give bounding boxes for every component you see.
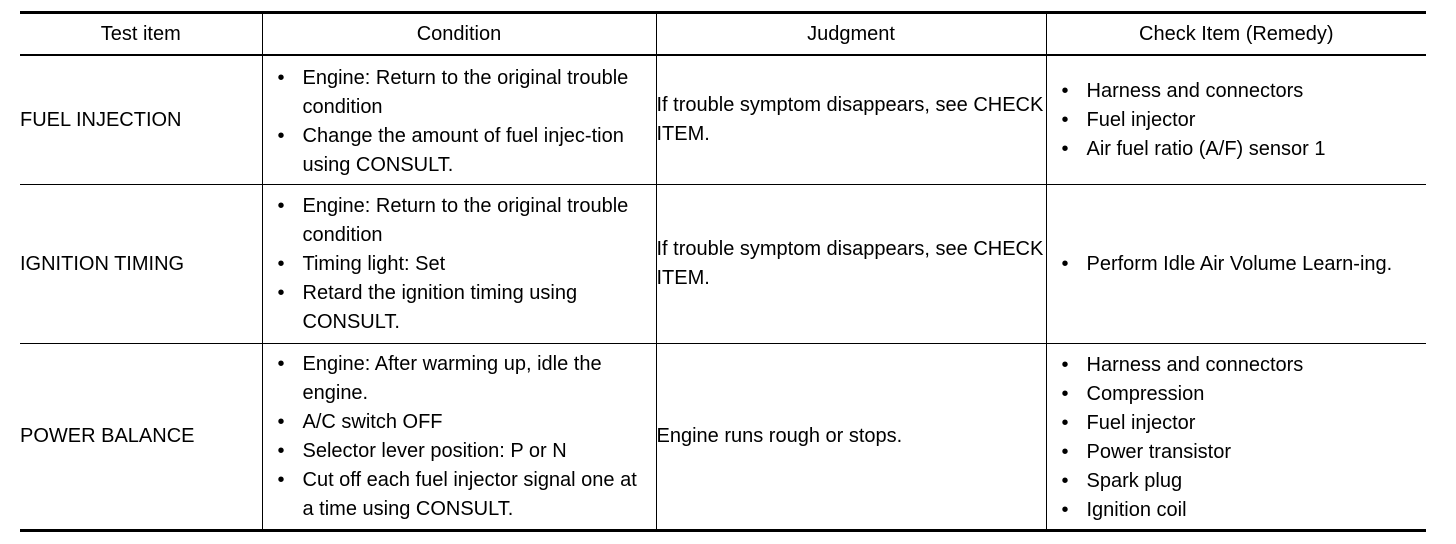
check-item: • Ignition coil xyxy=(1047,496,1427,525)
check-item: • Air fuel ratio (A/F) sensor 1 xyxy=(1047,135,1427,164)
check-item: • Spark plug xyxy=(1047,467,1427,496)
table-row xyxy=(20,55,1426,185)
check-item-cell xyxy=(1046,185,1426,344)
table-row xyxy=(20,344,1426,531)
condition-item: • A/C switch OFF xyxy=(263,408,656,437)
condition-item: • Change the amount of fuel injec-tion using CONSULT. xyxy=(263,122,656,180)
check-item-cell xyxy=(1046,344,1426,531)
table-header-row xyxy=(20,13,1426,56)
condition-list xyxy=(263,350,656,524)
judgment-cell: If trouble symptom disappears, see CHECK ITEM. xyxy=(656,185,1046,344)
test-item-cell: IGNITION TIMING xyxy=(20,185,262,344)
check-item: • Fuel injector xyxy=(1047,106,1427,135)
test-item-cell: FUEL INJECTION xyxy=(20,55,262,185)
check-item: • Harness and connectors xyxy=(1047,351,1427,380)
check-item: • Power transistor xyxy=(1047,438,1427,467)
header-test-item: Test item xyxy=(20,13,262,56)
header-judgment: Judgment xyxy=(656,13,1046,56)
condition-list xyxy=(263,61,656,180)
check-item-cell xyxy=(1046,55,1426,185)
table-row xyxy=(20,185,1426,344)
judgment-cell: If trouble symptom disappears, see CHECK ITEM. xyxy=(656,55,1046,185)
header-condition: Condition xyxy=(262,13,656,56)
check-item: • Harness and connectors xyxy=(1047,77,1427,106)
condition-item: • Timing light: Set xyxy=(263,250,656,279)
check-item: • Fuel injector xyxy=(1047,409,1427,438)
condition-item: • Engine: After warming up, idle the engine. xyxy=(263,350,656,408)
judgment-cell: Engine runs rough or stops. xyxy=(656,344,1046,531)
test-item-cell: POWER BALANCE xyxy=(20,344,262,531)
condition-cell xyxy=(262,55,656,185)
check-item: • Perform Idle Air Volume Learn-ing. xyxy=(1047,250,1427,279)
check-item-list xyxy=(1047,250,1427,279)
condition-item: • Retard the ignition timing using CONSULT. xyxy=(263,279,656,337)
condition-item: • Selector lever position: P or N xyxy=(263,437,656,466)
check-item: • Compression xyxy=(1047,380,1427,409)
diagnosis-table xyxy=(20,11,1426,532)
condition-item: • Engine: Return to the original trouble condition xyxy=(263,64,656,122)
condition-list xyxy=(263,192,656,337)
condition-item: • Engine: Return to the original trouble condition xyxy=(263,192,656,250)
condition-cell xyxy=(262,344,656,531)
condition-item: • Cut off each fuel injector signal one at a time using CONSULT. xyxy=(263,466,656,524)
header-check-item: Check Item (Remedy) xyxy=(1046,13,1426,56)
check-item-list xyxy=(1047,349,1427,525)
condition-cell xyxy=(262,185,656,344)
check-item-list xyxy=(1047,77,1427,164)
